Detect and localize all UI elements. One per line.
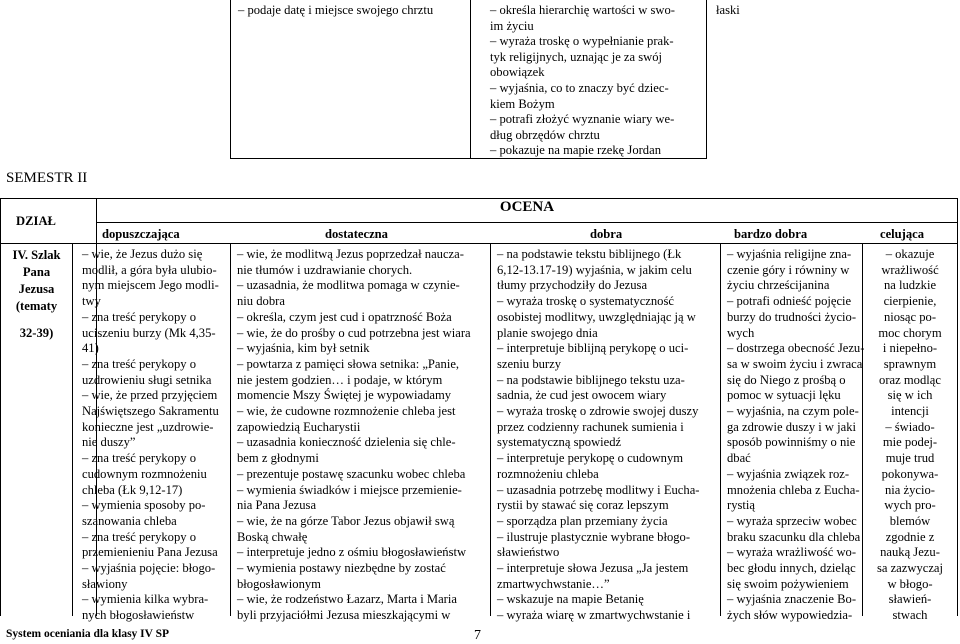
celujaca-line: oraz modląc [879, 372, 941, 387]
page-number: 7 [474, 628, 481, 643]
col-dostateczna [237, 247, 471, 624]
top-col3-line: – pokazuje na mapie rzekę Jordan [490, 143, 661, 158]
dopuszczajaca-line: chleba (Łk 9,12-17) [82, 482, 183, 497]
dostateczna-line: – wie, że do prośby o cud potrzebna jest wiara [237, 325, 471, 340]
dopuszczajaca-line: 41) [82, 341, 99, 356]
col-dopuszczajaca [82, 247, 219, 624]
bardzo-dobra-line: braku szacunku dla chleba [727, 529, 861, 544]
top-col3-line: – wyjaśnia, co to znaczy być dziec- [490, 80, 669, 95]
section-title-line: (tematy [15, 299, 58, 313]
grade-dopuszczajaca: dopuszczająca [102, 227, 180, 241]
bardzo-dobra-line: się do Niego z prośbą o [727, 372, 846, 387]
dobra-line: – ilustruje plastycznie wybrane błogo- [497, 529, 691, 544]
dobra-line: – wyraża wiarę w zmartwychwstanie i [497, 608, 691, 623]
dobra-line: systematyczną spowiedź [497, 435, 622, 450]
grade-dobra: dobra [590, 227, 623, 241]
celujaca-line: zgodnie z [885, 529, 935, 544]
bardzo-dobra-line: burzy do trudności życio- [727, 309, 857, 324]
bardzo-dobra-line: sa w swoim życiu i zwraca [727, 356, 863, 371]
dostateczna-line: – wymienia postawy niezbędne by zostać [237, 561, 446, 576]
top-col3-line: dług obrzędów chrztu [490, 127, 600, 142]
dopuszczajaca-line: – zna treść perykopy o [82, 451, 197, 466]
grade-dostateczna: dostateczna [325, 227, 388, 241]
dopuszczajaca-line: – zna treść perykopy o [82, 529, 197, 544]
dostateczna-line: momencie Mszy Świętej je wypowiadamy [237, 388, 452, 403]
bardzo-dobra-line: – wyjaśnia związek roz- [727, 466, 850, 481]
section-title-line: Jezusa [18, 282, 55, 296]
celujaca-line: cierpienie, [883, 294, 937, 309]
section-title-line: IV. Szlak [12, 248, 61, 262]
grade-celujaca: celująca [880, 227, 925, 241]
dostateczna-line: – wie, że modlitwą Jezus poprzedzał naucza- [237, 247, 464, 261]
top-col3-line: kiem Bożym [490, 96, 555, 111]
dobra-line: osobistej modlitwy, uwzględniając ją w [497, 309, 696, 324]
celujaca-line: na ludzkie [883, 278, 937, 293]
dobra-line: – na podstawie tekstu biblijnego (Łk [497, 247, 682, 261]
dobra-line: tłumy przychodziły do Jezusa [497, 278, 648, 293]
grade-bardzo-dobra: bardzo dobra [734, 227, 808, 241]
celujaca-line: sprawnym [883, 356, 937, 371]
dostateczna-line: – prezentuje postawę szacunku wobec chleba [237, 466, 466, 481]
celujaca-line: wrażliwość [881, 262, 939, 277]
top-col3-line: tyk religijnych, uznając je za swój [490, 49, 663, 64]
celujaca-line: blemów [889, 513, 931, 528]
dobra-line: – na podstawie biblijnego tekstu uza- [497, 372, 685, 387]
dostateczna-line: – wie, że na górze Tabor Jezus objawił swą [237, 513, 455, 528]
dopuszczajaca-line: – wie, że Jezus dużo się [82, 247, 203, 261]
dostateczna-line: – wyjaśnia, kim był setnik [237, 341, 370, 356]
bardzo-dobra-line: pomoc w sytuacji lęku [727, 388, 841, 403]
bardzo-dobra-line: życiu chrześcijanina [727, 278, 830, 293]
dobra-line: – wyraża troskę o systematyczność [497, 294, 674, 309]
dostateczna-line: – uzasadnia konieczność dzielenia się chle- [237, 435, 456, 450]
dobra-line: zmartwychwstanie…” [497, 576, 610, 591]
dopuszczajaca-line: – wie, że przed przyjęciem [82, 388, 218, 403]
celujaca-line: intencji [891, 404, 929, 419]
dobra-line: 6,12-13.17-19) wyjaśnia, w jakim celu [497, 262, 692, 277]
dopuszczajaca-line: konieczne jest „uzdrowie- [82, 419, 214, 434]
dostateczna-line: – interpretuje jedno z ośmiu błogosławieństw [237, 545, 467, 560]
top-col3-line: – wyraża troskę o wypełnianie prak- [490, 34, 674, 49]
dobra-line: sadnia, że cud jest owocem wiary [497, 388, 667, 403]
top-col3-line: obowiązek [490, 65, 545, 80]
dopuszczajaca-line: nym miejscem Jego modli- [82, 278, 219, 293]
dostateczna-line: – określa, czym jest cud i opatrzność Boża [237, 309, 452, 324]
bardzo-dobra-line: – wyraża wrażliwość wo- [727, 545, 857, 560]
celujaca-line: w błogo- [887, 576, 933, 591]
celujaca-line: nauką Jezu- [880, 545, 940, 560]
dostateczna-line: niu dobra [237, 294, 285, 309]
dostateczna-line: błogosławionym [237, 576, 321, 591]
dobra-line: rystii by stawać się coraz lepszym [497, 498, 669, 513]
celujaca-line: nia życio- [885, 482, 935, 497]
top-col3-text [490, 3, 675, 159]
celujaca-line: mie podej- [882, 435, 938, 450]
section-title-line: 32-39) [19, 326, 54, 340]
dopuszczajaca-line: sławiony [82, 576, 128, 591]
celujaca-line: – świado- [885, 419, 935, 434]
bardzo-dobra-line: rystią [727, 498, 755, 513]
dobra-line: – wskazuje na mapie Betanię [497, 592, 644, 607]
bardzo-dobra-line: żych słów wypowiedzia- [727, 608, 853, 623]
bardzo-dobra-line: czenie góry i równiny w [727, 262, 850, 277]
dopuszczajaca-line: – wymienia sposoby po- [82, 498, 206, 513]
dobra-line: – wyraża troskę o zdrowie swojej duszy [497, 404, 699, 419]
dopuszczajaca-line: przemienieniu Pana Jezusa [82, 545, 218, 560]
dobra-line: rozmnożeniu chleba [497, 466, 599, 481]
dopuszczajaca-line: szanowania chleba [82, 513, 177, 528]
bardzo-dobra-line: sposób powinniśmy o nie [727, 435, 856, 450]
celujaca-line: sławień- [888, 592, 932, 607]
dostateczna-line: – powtarza z pamięci słowa setnika: „Panie, [237, 356, 460, 371]
celujaca-line: moc chorym [878, 325, 942, 340]
footer-title: System oceniania dla klasy IV SP [6, 628, 170, 640]
dopuszczajaca-line: – zna treść perykopy o [82, 356, 197, 371]
dostateczna-line: nie jestem godzien… i podaje, w którym [237, 372, 443, 387]
dopuszczajaca-line: uciszeniu burzy (Mk 4,35- [82, 325, 216, 340]
dostateczna-line: byli przyjaciółmi Jezusa mieszkającymi w [237, 608, 451, 623]
dostateczna-line: – uzasadnia, że modlitwa pomaga w czynie- [237, 278, 460, 293]
dostateczna-line: bem z głodnymi [237, 451, 319, 466]
dobra-line: – interpretuje perykopę o cudownym [497, 451, 684, 466]
dzial-header: DZIAŁ [16, 214, 56, 228]
dobra-line: – interpretuje słowa Jezusa „Ja jestem [497, 561, 689, 576]
celujaca-line: niosąc po- [883, 309, 937, 324]
dobra-line: – interpretuje biblijną perykopę o uci- [497, 341, 689, 356]
dopuszczajaca-line: cudownym rozmnożeniu [82, 466, 207, 481]
celujaca-line: sa zazwyczaj [876, 561, 944, 576]
dostateczna-line: nie tłumów i uzdrawianie chorych. [237, 262, 413, 277]
dopuszczajaca-line: nych błogosławieństw [82, 608, 195, 623]
section-title [1, 247, 72, 342]
dostateczna-line: zapowiedzią Eucharystii [237, 419, 361, 434]
celujaca-line: się w ich [887, 388, 933, 403]
celujaca-line: stwach [892, 608, 928, 623]
semester-heading: SEMESTR II [6, 170, 88, 186]
bardzo-dobra-line: – wyjaśnia, na czym pole- [727, 404, 859, 419]
celujaca-line: wych pro- [884, 498, 936, 513]
dopuszczajaca-line: – wymienia kilka wybra- [82, 592, 209, 607]
top-col3-line: im życiu [490, 18, 534, 33]
dobra-line: przez codzienny rachunek sumienia i [497, 419, 684, 434]
dobra-line: szeniu burzy [497, 356, 561, 371]
dostateczna-line: – wie, że rodzeństwo Łazarz, Marta i Maria [237, 592, 457, 607]
dostateczna-line: Boską chwałę [237, 529, 308, 544]
celujaca-line: i niepełno- [882, 341, 938, 356]
dobra-line: – sporządza plan przemiany życia [497, 513, 668, 528]
top-col2-text: – podaje datę i miejsce swojego chrztu [238, 3, 434, 17]
top-col4-text: łaski [716, 3, 740, 17]
dopuszczajaca-line: modlił, a góra była ulubio- [82, 262, 217, 277]
bardzo-dobra-line: dbać [727, 451, 751, 466]
dostateczna-line: – wymienia świadków i miejsce przemienie- [237, 482, 462, 497]
bardzo-dobra-line: mnożenia chleba z Eucha- [727, 482, 860, 497]
dopuszczajaca-line: – wyjaśnia pojęcie: błogo- [82, 561, 216, 576]
bardzo-dobra-line: bec głodu innych, dzieląc [727, 561, 856, 576]
dobra-line: planie swojego dnia [497, 325, 598, 340]
dopuszczajaca-line: – zna treść perykopy o [82, 309, 197, 324]
dopuszczajaca-line: nie duszy” [82, 435, 136, 450]
dostateczna-line: nia Pana Jezusa [237, 498, 317, 513]
dopuszczajaca-line: twy [82, 294, 101, 309]
bardzo-dobra-line: wych [727, 325, 755, 340]
bardzo-dobra-line: się swoim pożywieniem [727, 576, 849, 591]
col-celujaca [863, 247, 957, 624]
top-col3-line: – określa hierarchię wartości w swo- [490, 3, 675, 17]
bardzo-dobra-line: – wyjaśnia religijne zna- [727, 247, 852, 261]
dobra-line: sławieństwo [497, 545, 560, 560]
celujaca-line: – okazuje [885, 247, 935, 261]
bardzo-dobra-line: – dostrzega obecność Jezu- [727, 341, 865, 356]
bardzo-dobra-line: – wyjaśnia znaczenie Bo- [727, 592, 857, 607]
section-title-line: Pana [22, 265, 51, 279]
dopuszczajaca-line: Najświętszego Sakramentu [82, 404, 219, 419]
bardzo-dobra-line: – potrafi odnieść pojęcie [727, 294, 852, 309]
ocena-header: OCENA [499, 199, 555, 215]
col-bardzo-dobra [727, 247, 864, 624]
col-dobra [497, 247, 699, 624]
celujaca-line: pokonywa- [881, 466, 939, 481]
top-col3-line: – potrafi złożyć wyznanie wiary we- [490, 112, 675, 127]
dopuszczajaca-line: uzdrowieniu sługi setnika [82, 372, 212, 387]
bardzo-dobra-line: – wyraża sprzeciw wobec [727, 513, 857, 528]
dostateczna-line: – wie, że cudowne rozmnożenie chleba jest [237, 404, 456, 419]
dobra-line: – uzasadnia potrzebę modlitwy i Eucha- [497, 482, 700, 497]
bardzo-dobra-line: ga zdrowie duszy i w jaki [727, 419, 857, 434]
celujaca-line: muje trud [885, 451, 935, 466]
